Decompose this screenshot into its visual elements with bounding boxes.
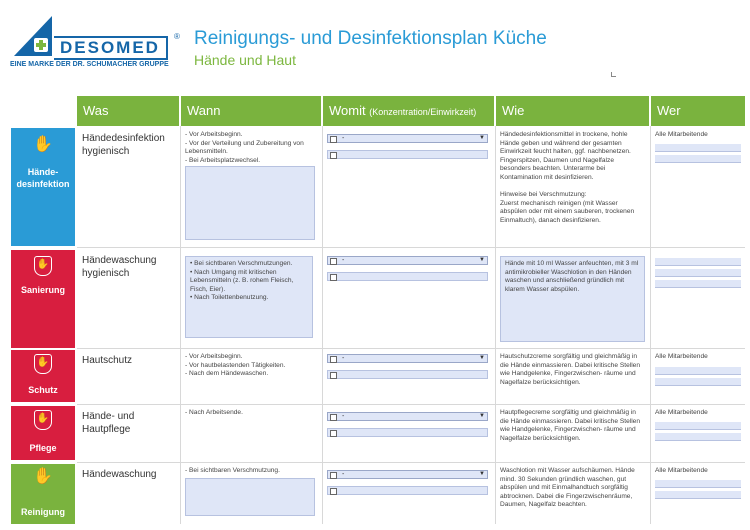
row1-was: Händedesinfektion hygienisch — [82, 133, 165, 157]
row2-was: Händewaschung hygienisch — [82, 255, 157, 279]
page-subtitle: Hände und Haut — [194, 52, 296, 68]
row5-wie: Waschlotion mit Wasser aufschäumen. Hände mind. 30 Sekunden gründlich waschen, gut abspülen und mit Einmalhandtuch sorgfältig abtrocknen. Dabei die Fingerzwischenräume, Daumen, Nagelfalz beachten. — [500, 467, 635, 509]
row1-wie: Händedesinfektionsmittel in trockene, hohle Hände geben und während der gesamten Einwirkzeit feucht halten, ggf. nachbenetzen. Fingerspitzen, Daumen und Nagelfalze besonders beachten. Unterarme bei Kontamination mit desinfizieren. Hinweise bei Verschmutzung: Zuerst mechanisch reinigen (mit Wasser abspülen oder mit einem sauberen, trockenen Einmaltuch), danach desinfizieren. — [500, 131, 635, 224]
row5-wer: Alle Mitarbeitende — [655, 467, 708, 474]
row5-womit-dropdown[interactable] — [327, 470, 488, 479]
header-womit — [323, 96, 494, 126]
dropdown-value: - — [342, 413, 345, 420]
side-sanierung — [11, 250, 75, 348]
row-divider — [77, 348, 745, 349]
checkbox[interactable] — [330, 488, 337, 495]
checkbox[interactable] — [330, 258, 337, 265]
row4-wer-field-1[interactable] — [655, 422, 741, 430]
column-divider — [322, 126, 323, 524]
row2-wie-field[interactable]: Hände mit 10 ml Wasser anfeuchten, mit 3 ml antimikrobieller Waschlotion in den Händen waschen und anschließend gründlich mit klarem Wasser abspülen. — [500, 256, 645, 342]
chevron-down-icon[interactable]: ▼ — [479, 471, 485, 477]
row5-wann-field[interactable] — [185, 478, 315, 516]
row1-wer-field-1[interactable] — [655, 144, 741, 152]
side-haendedesinfektion — [11, 128, 75, 246]
side-label: Hände- desinfektion — [16, 167, 70, 189]
row3-wie: Hautschutzcreme sorgfältig und gleichmäßig in die Hände einmassieren. Dabei kritische Stellen wie Handgelenke, Fingerzwischen- räume und Nagelfalze berücksichtigen. — [500, 353, 641, 386]
checkbox[interactable] — [330, 356, 337, 363]
row3-wer-field-1[interactable] — [655, 367, 741, 375]
row3-womit-input[interactable] — [327, 370, 488, 379]
checkbox[interactable] — [330, 414, 337, 421]
row3-wann: - Vor Arbeitsbeginn. - Vor hautbelastenden Tätigkeiten. - Nach dem Händewaschen. — [185, 353, 286, 378]
row1-womit-input[interactable] — [327, 150, 488, 159]
row1-wann: - Vor Arbeitsbeginn. - Vor der Verteilung und Zubereitung von Lebensmitteln. - Bei Arbeitsplatzwechsel. — [185, 131, 304, 164]
checkbox[interactable] — [330, 152, 337, 159]
row-divider — [77, 404, 745, 405]
row3-wer: Alle Mitarbeitende — [655, 353, 708, 360]
row5-wer-field-2[interactable] — [655, 491, 741, 499]
corner-mark — [611, 72, 616, 77]
row1-wer: Alle Mitarbeitende — [655, 131, 708, 138]
row3-wer-field-2[interactable] — [655, 378, 741, 386]
header-wer: Wer — [651, 96, 745, 126]
header-womit-hint: (Konzentration/Einwirkzeit) — [369, 107, 477, 117]
dropdown-value: - — [342, 135, 345, 142]
faucet-hand-icon: ✋ — [33, 468, 53, 485]
row4-was: Hände- und Hautpflege — [82, 411, 135, 435]
row-divider — [77, 247, 745, 248]
shield-hand-icon: ✋ — [34, 410, 52, 430]
shield-hand-icon: ✋ — [34, 354, 52, 374]
row3-was: Hautschutz — [82, 355, 133, 366]
logo-registered-mark: ® — [174, 32, 180, 41]
dropdown-value: - — [342, 471, 345, 478]
row3-womit-dropdown[interactable] — [327, 354, 488, 363]
row1-womit-dropdown[interactable] — [327, 134, 488, 143]
column-divider — [650, 126, 651, 524]
row2-wer-field-2[interactable] — [655, 269, 741, 277]
side-label: Pflege — [29, 443, 57, 453]
chevron-down-icon[interactable]: ▼ — [479, 257, 485, 263]
row5-wer-field-1[interactable] — [655, 480, 741, 488]
checkbox[interactable] — [330, 430, 337, 437]
column-divider — [180, 126, 181, 524]
side-label: Sanierung — [20, 285, 65, 295]
row5-womit-input[interactable] — [327, 486, 488, 495]
row4-wer-field-2[interactable] — [655, 433, 741, 441]
row4-wer: Alle Mitarbeitende — [655, 409, 708, 416]
logo-cross-icon — [34, 38, 48, 52]
checkbox[interactable] — [330, 136, 337, 143]
desomed-logo — [10, 16, 188, 74]
header-was: Was — [77, 96, 179, 126]
side-label: Reinigung — [21, 507, 65, 517]
header-womit-label: Womit — [329, 103, 366, 118]
chevron-down-icon[interactable]: ▼ — [479, 135, 485, 141]
row4-wann: - Nach Arbeitsende. — [185, 409, 243, 416]
row2-womit-dropdown[interactable] — [327, 256, 488, 265]
checkbox[interactable] — [330, 372, 337, 379]
dropdown-value: - — [342, 355, 345, 362]
side-label: Schutz — [28, 385, 58, 395]
header-wie: Wie — [496, 96, 649, 126]
header-wann: Wann — [181, 96, 321, 126]
hand-drop-icon: ✋ — [33, 136, 53, 153]
row4-wie: Hautpflegecreme sorgfältig und gleichmäßig in die Hände einmassieren. Dabei kritische Stellen wie Handgelenke, Fingerzwischen- räume und Nagelfalze berücksichtigen. — [500, 409, 641, 442]
row5-was: Händewaschung — [82, 469, 157, 480]
row5-wann: - Bei sichtbaren Verschmutzung. — [185, 467, 280, 474]
row2-womit-input[interactable] — [327, 272, 488, 281]
logo-brand: DESOMED — [54, 36, 168, 60]
row2-wer-field-3[interactable] — [655, 280, 741, 288]
row-divider — [77, 462, 745, 463]
shield-hand-icon: ✋ — [34, 256, 52, 276]
row4-womit-input[interactable] — [327, 428, 488, 437]
logo-subline: EINE MARKE DER DR. SCHUMACHER GRUPPE — [10, 61, 169, 68]
row1-wann-field[interactable] — [185, 166, 315, 240]
dropdown-value: - — [342, 257, 345, 264]
side-schutz — [11, 350, 75, 402]
side-pflege — [11, 406, 75, 460]
checkbox[interactable] — [330, 274, 337, 281]
page-title: Reinigungs- und Desinfektionsplan Küche — [194, 28, 547, 49]
row1-wer-field-2[interactable] — [655, 155, 741, 163]
checkbox[interactable] — [330, 472, 337, 479]
chevron-down-icon[interactable]: ▼ — [479, 413, 485, 419]
side-reinigung — [11, 464, 75, 524]
row4-womit-dropdown[interactable] — [327, 412, 488, 421]
chevron-down-icon[interactable]: ▼ — [479, 355, 485, 361]
row2-wer-field-1[interactable] — [655, 258, 741, 266]
row2-wann-field[interactable]: • Bei sichtbaren Verschmutzungen. • Nach Umgang mit kritischen Lebensmitteln (z. B. rohem Fleisch, Fisch, Eier). • Nach Toilettenbenutzung. — [185, 256, 313, 338]
column-divider — [495, 126, 496, 524]
